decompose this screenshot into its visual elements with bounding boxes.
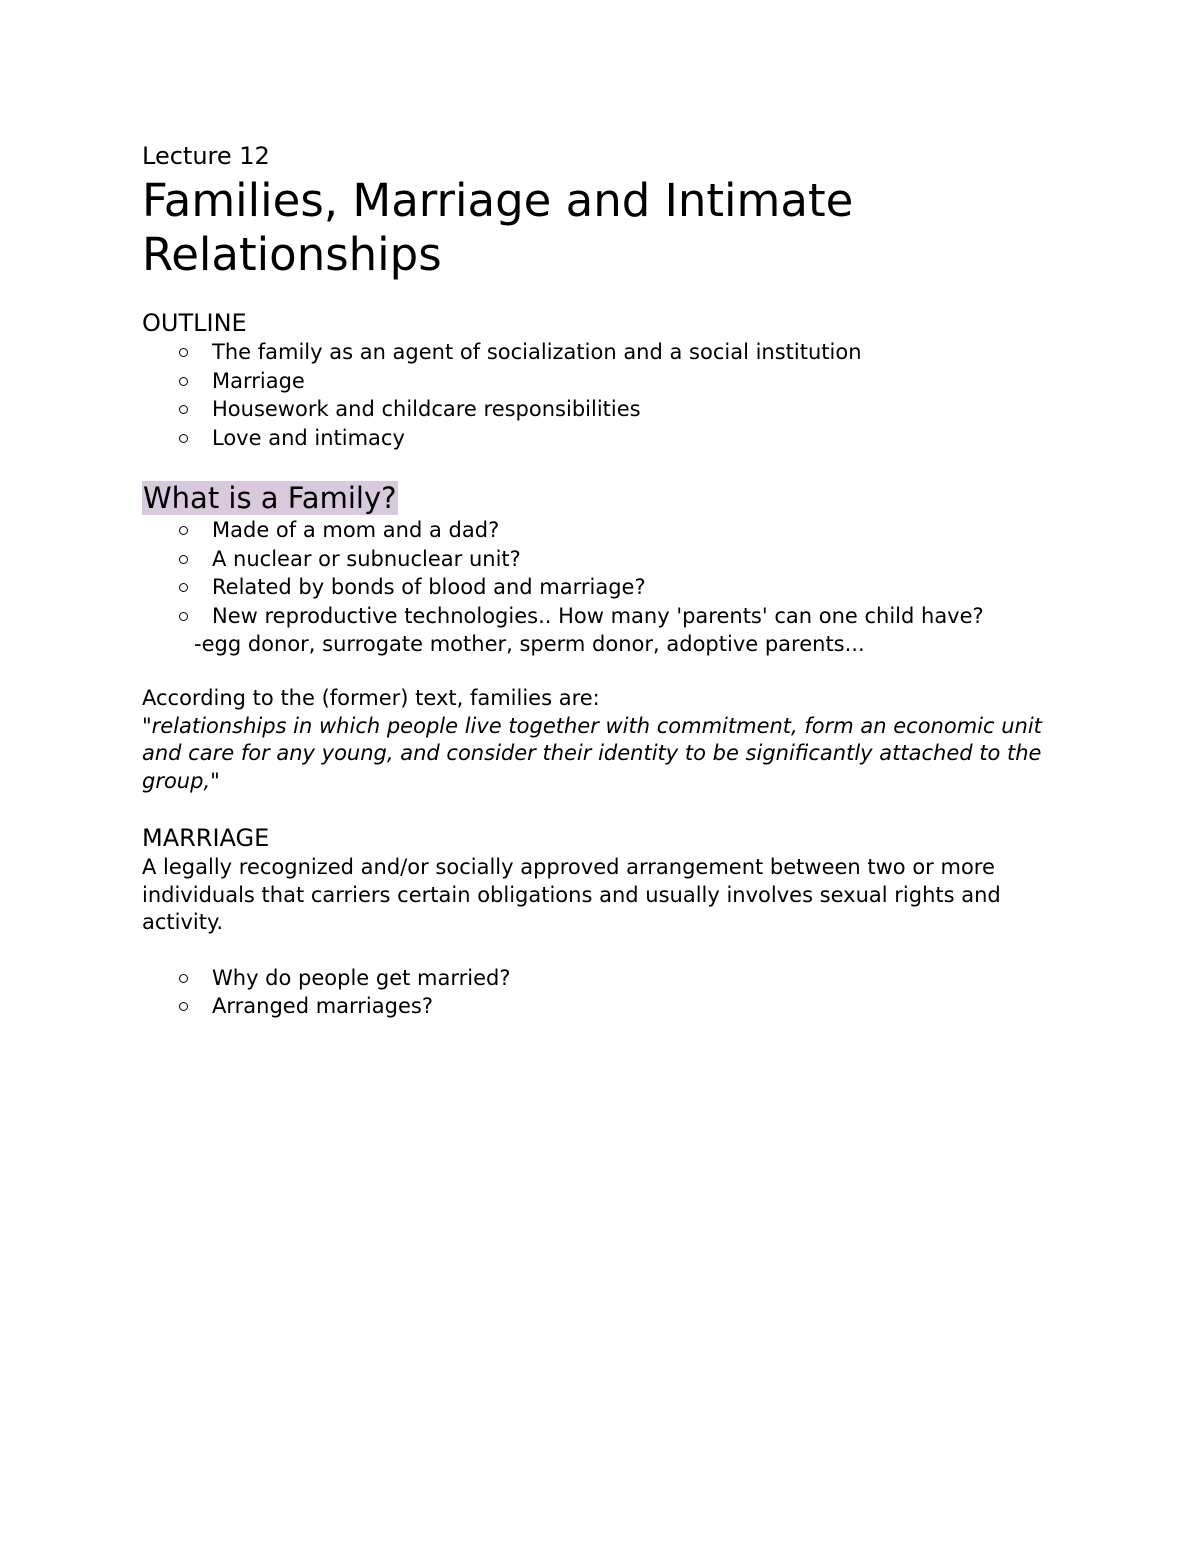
list-item-text: New reproductive technologies.. How many 'parents' can one child have? [212, 603, 984, 628]
list-item [212, 395, 1072, 424]
hollow-bullet-icon [179, 555, 188, 564]
lecture-label: Lecture 12 [142, 142, 270, 170]
list-item-text: Love and intimacy [212, 425, 405, 450]
hollow-bullet-icon [179, 612, 188, 621]
hollow-bullet-icon [179, 583, 188, 592]
list-item [212, 573, 1072, 602]
hollow-bullet-icon [179, 974, 188, 983]
list-item-text: Housework and childcare responsibilities [212, 397, 641, 421]
quote-open-mark: " [142, 713, 152, 738]
list-item [212, 338, 1072, 367]
family-heading [142, 480, 1072, 516]
list-item [212, 602, 1072, 631]
marriage-heading: MARRIAGE [142, 824, 270, 852]
outline-heading: OUTLINE [142, 309, 247, 337]
list-item-text: Why do people get married? [212, 965, 511, 990]
document-title: Families, Marriage and Intimate Relationships [142, 174, 854, 281]
definition-quote [142, 713, 1072, 796]
list-item [212, 992, 1072, 1021]
quote-close-mark: " [210, 768, 220, 793]
hollow-bullet-icon [179, 377, 188, 386]
outline-list [142, 338, 1072, 452]
list-item [212, 367, 1072, 396]
list-item-text: Related by bonds of blood and marriage? [212, 575, 646, 599]
document-page [142, 138, 1072, 1021]
hollow-bullet-icon [179, 1002, 188, 1011]
list-item [212, 424, 1072, 453]
list-item-text: Marriage [212, 368, 305, 393]
hollow-bullet-icon [179, 434, 188, 443]
list-item [212, 545, 1072, 574]
quote-text: relationships in which people live together with commitment, form an economic unit and care for any young, and consider their identity to be significantly attached to the group, [142, 713, 1042, 793]
list-item [212, 516, 1072, 545]
hollow-bullet-icon [179, 405, 188, 414]
donor-examples: -egg donor, surrogate mother, sperm donor, adoptive parents... [194, 632, 865, 656]
definition-intro: According to the (former) text, families are: [142, 686, 600, 710]
marriage-definition: A legally recognized and/or socially approved arrangement between two or more individuals that carriers certain obligations and usually involves sexual rights and activity. [142, 855, 1001, 934]
marriage-question-list [142, 964, 1072, 1021]
list-item-text: The family as an agent of socialization and a social institution [212, 340, 862, 364]
hollow-bullet-icon [179, 526, 188, 535]
list-item-text: Arranged marriages? [212, 994, 433, 1018]
highlighted-heading-text: What is a Family? [143, 481, 397, 515]
list-item-text: Made of a mom and a dad? [212, 518, 500, 542]
list-item [212, 964, 1072, 993]
family-question-list [142, 516, 1072, 630]
list-item-text: A nuclear or subnuclear unit? [212, 546, 521, 571]
hollow-bullet-icon [179, 348, 188, 357]
